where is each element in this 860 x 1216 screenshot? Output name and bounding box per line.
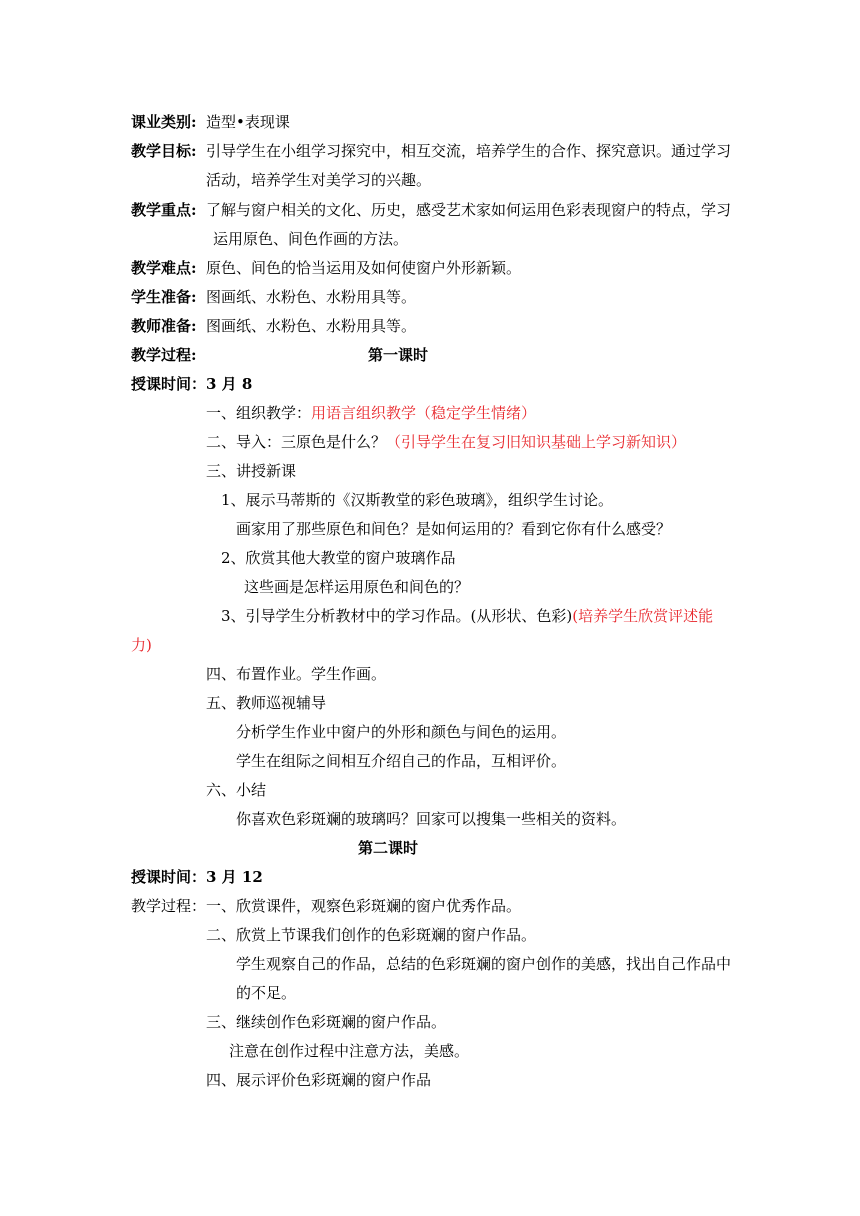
lesson2-process-label: 教学过程： bbox=[131, 897, 207, 915]
lesson2-step2-a: 学生观察自己的作品，总结的色彩斑斓的窗户创作的美感，找出自己作品中 bbox=[236, 955, 732, 973]
student-prep-label: 学生准备: bbox=[131, 288, 197, 306]
student-prep-value: 图画纸、水粉色、水粉用具等。 bbox=[206, 288, 417, 306]
keypoints-value-line1: 了解与窗户相关的文化、历史，感受艺术家如何运用色彩表现窗户的特点，学习 bbox=[206, 201, 732, 219]
lesson1-step2-text: 二、导入：三原色是什么？ bbox=[206, 433, 387, 451]
lesson1-step3-3-note-cont: 力) bbox=[131, 636, 152, 654]
objective-label: 教学目标: bbox=[131, 142, 197, 160]
lesson2-step3-a: 注意在创作过程中注意方法，美感。 bbox=[229, 1042, 470, 1060]
lesson1-step3-1-question: 画家用了那些原色和间色？是如何运用的？看到它你有什么感受？ bbox=[236, 520, 672, 538]
lesson1-step3-3-note: (培养学生欣赏评述能 bbox=[572, 607, 714, 625]
lesson1-step3-3 bbox=[221, 606, 713, 626]
teacher-prep-value: 图画纸、水粉色、水粉用具等。 bbox=[206, 317, 417, 335]
lesson2-title: 第二课时 bbox=[358, 839, 419, 857]
difficulty-label: 教学难点: bbox=[131, 259, 197, 277]
lesson1-step6: 六、小结 bbox=[206, 781, 267, 799]
lesson1-step1-note: 用语言组织教学（稳定学生情绪） bbox=[311, 404, 537, 422]
lesson1-step3-2-question: 这些画是怎样运用原色和间色的？ bbox=[244, 578, 470, 596]
keypoints-value-line2: 运用原色、间色作画的方法。 bbox=[213, 230, 409, 248]
lesson1-step1 bbox=[206, 403, 536, 423]
keypoints-label: 教学重点: bbox=[131, 201, 197, 219]
lesson1-step3: 三、讲授新课 bbox=[206, 462, 297, 480]
teacher-prep-label: 教师准备: bbox=[131, 317, 197, 335]
objective-value-line1: 引导学生在小组学习探究中，相互交流，培养学生的合作、探究意识。通过学习 bbox=[206, 142, 732, 160]
lesson1-step3-2: 2、欣赏其他大教堂的窗户玻璃作品 bbox=[221, 549, 456, 567]
objective-value-line2: 活动，培养学生对美学习的兴趣。 bbox=[206, 171, 432, 189]
lesson2-step4: 四、展示评价色彩斑斓的窗户作品 bbox=[206, 1071, 432, 1089]
lesson1-step1-text: 一、组织教学： bbox=[206, 404, 312, 422]
lesson1-time: 授课时间：3 月 8 bbox=[131, 375, 253, 393]
category-value: 造型•表现课 bbox=[206, 113, 290, 131]
lesson1-step5: 五、教师巡视辅导 bbox=[206, 694, 327, 712]
lesson2-step2: 二、欣赏上节课我们创作的色彩斑斓的窗户作品。 bbox=[206, 926, 537, 944]
lesson1-title: 第一课时 bbox=[368, 346, 429, 364]
category-label: 课业类别: bbox=[131, 113, 197, 131]
lesson1-step2 bbox=[206, 432, 686, 452]
lesson2-step1: 一、欣赏课件，观察色彩斑斓的窗户优秀作品。 bbox=[206, 897, 522, 915]
lesson2-step3: 三、继续创作色彩斑斓的窗户作品。 bbox=[206, 1013, 447, 1031]
lesson1-step5-a: 分析学生作业中窗户的外形和颜色与间色的运用。 bbox=[236, 723, 567, 741]
process-label: 教学过程: bbox=[131, 346, 197, 364]
lesson1-step2-note: （引导学生在复习旧知识基础上学习新知识） bbox=[386, 433, 687, 451]
lesson1-step3-3-text: 3、引导学生分析教材中的学习作品。(从形状、色彩) bbox=[221, 607, 573, 625]
lesson1-step6-a: 你喜欢色彩斑斓的玻璃吗？回家可以搜集一些相关的资料。 bbox=[236, 810, 627, 828]
difficulty-value: 原色、间色的恰当运用及如何使窗户外形新颖。 bbox=[206, 259, 522, 277]
lesson1-step4: 四、布置作业。学生作画。 bbox=[206, 665, 387, 683]
lesson2-time: 授课时间：3 月 12 bbox=[131, 868, 263, 886]
lesson2-step2-b: 的不足。 bbox=[236, 984, 297, 1002]
lesson1-step3-1: 1、展示马蒂斯的《汉斯教堂的彩色玻璃》，组织学生讨论。 bbox=[221, 491, 614, 509]
lesson1-step5-b: 学生在组际之间相互介绍自己的作品，互相评价。 bbox=[236, 752, 567, 770]
